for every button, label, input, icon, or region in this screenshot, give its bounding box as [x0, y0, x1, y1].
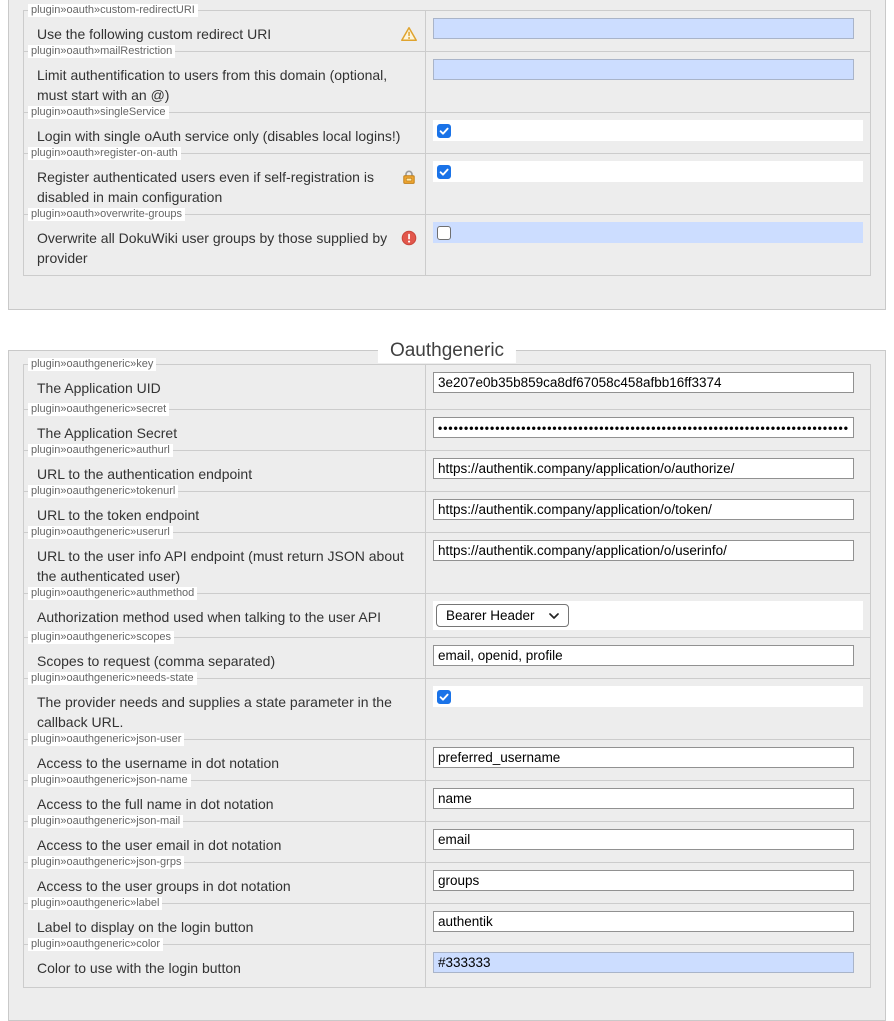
- needs-state-checkbox[interactable]: [437, 690, 451, 704]
- setting-row-color: [24, 938, 870, 987]
- setting-value-cell: [425, 781, 870, 821]
- checkbox-strip: [433, 686, 863, 707]
- login-color-input[interactable]: [433, 952, 854, 973]
- setting-value-cell: [425, 863, 870, 903]
- setting-value-cell: [425, 533, 870, 593]
- setting-label: Authorization method used when talking to the user API: [37, 609, 381, 625]
- chevron-down-icon: [549, 613, 559, 619]
- setting-label: Login with single oAuth service only (disables local logins!): [37, 128, 401, 144]
- setting-label: The Application UID: [37, 380, 161, 396]
- setting-label: URL to the token endpoint: [37, 507, 200, 523]
- setting-label: Color to use with the login button: [37, 960, 241, 976]
- setting-value-cell: [425, 365, 870, 409]
- app-secret-input[interactable]: [433, 417, 854, 438]
- setting-row-mail-restriction: [24, 45, 870, 112]
- setting-label-cell: [24, 154, 425, 214]
- setting-key-chip: plugin»oauthgeneric»authurl: [28, 444, 173, 457]
- app-uid-input[interactable]: [433, 372, 854, 393]
- warning-icon: [401, 26, 417, 42]
- setting-value-cell: [425, 740, 870, 780]
- setting-row-userurl: [24, 526, 870, 593]
- setting-key-chip: plugin»oauthgeneric»userurl: [28, 526, 173, 539]
- setting-label: Access to the user groups in dot notation: [37, 878, 291, 894]
- scopes-input[interactable]: [433, 645, 854, 666]
- settings-table-oauth: [23, 4, 871, 276]
- setting-key-chip: plugin»oauthgeneric»tokenurl: [28, 485, 178, 498]
- setting-label: Register authenticated users even if self-registration is disabled in main configuration: [37, 169, 374, 205]
- login-label-input[interactable]: [433, 911, 854, 932]
- userurl-input[interactable]: [433, 540, 854, 561]
- setting-key-chip: plugin»oauthgeneric»key: [28, 358, 156, 371]
- setting-key-chip: plugin»oauthgeneric»json-user: [28, 733, 184, 746]
- setting-label: Limit authentification to users from this domain (optional, must start with an @): [37, 67, 388, 103]
- overwrite-groups-checkbox[interactable]: [437, 226, 451, 240]
- setting-key-chip: plugin»oauthgeneric»authmethod: [28, 587, 197, 600]
- setting-value-cell: [425, 492, 870, 532]
- setting-label: Access to the user email in dot notation: [37, 837, 282, 853]
- setting-label: The Application Secret: [37, 425, 178, 441]
- setting-value-cell: [425, 113, 870, 153]
- json-mail-input[interactable]: [433, 829, 854, 850]
- single-service-checkbox[interactable]: [437, 124, 451, 138]
- setting-value-cell: [425, 822, 870, 862]
- setting-label: Overwrite all DokuWiki user groups by those supplied by provider: [37, 230, 388, 266]
- setting-value-cell: [425, 945, 870, 987]
- json-user-input[interactable]: [433, 747, 854, 768]
- setting-label-cell: [24, 52, 425, 112]
- setting-value-cell: [425, 594, 870, 637]
- setting-key-chip: plugin»oauthgeneric»secret: [28, 403, 169, 416]
- authurl-input[interactable]: [433, 458, 854, 479]
- setting-label-cell: [24, 945, 425, 987]
- checkbox-strip: [433, 222, 863, 243]
- panel-oauth: [8, 0, 886, 310]
- setting-label-cell: [24, 215, 425, 275]
- setting-key-chip: plugin»oauthgeneric»label: [28, 897, 162, 910]
- authmethod-selected-value: Bearer Header: [446, 608, 535, 623]
- setting-value-cell: [425, 410, 870, 450]
- setting-value-cell: [425, 638, 870, 678]
- setting-label: URL to the user info API endpoint (must return JSON about the authenticated user): [37, 548, 404, 584]
- custom-redirect-uri-input[interactable]: [433, 18, 854, 39]
- json-grps-input[interactable]: [433, 870, 854, 891]
- setting-row-needs-state: [24, 672, 870, 739]
- setting-value-cell: [425, 11, 870, 51]
- setting-key-chip: plugin»oauthgeneric»color: [28, 938, 163, 951]
- setting-label: Label to display on the login button: [37, 919, 254, 935]
- setting-row-register-on-auth: [24, 147, 870, 214]
- panel-legend: Oauthgeneric: [378, 338, 516, 363]
- setting-label-cell: [24, 679, 425, 739]
- setting-key-chip: plugin»oauthgeneric»json-grps: [28, 856, 184, 869]
- setting-value-cell: [425, 679, 870, 739]
- setting-key-chip: plugin»oauth»register-on-auth: [28, 147, 181, 160]
- setting-label: Scopes to request (comma separated): [37, 653, 276, 669]
- setting-key-chip: plugin»oauth»singleService: [28, 106, 169, 119]
- setting-key-chip: plugin»oauthgeneric»needs-state: [28, 672, 197, 685]
- authmethod-select[interactable]: [436, 604, 569, 627]
- register-on-auth-checkbox[interactable]: [437, 165, 451, 179]
- setting-key-chip: plugin»oauthgeneric»json-mail: [28, 815, 183, 828]
- setting-value-cell: [425, 154, 870, 214]
- setting-label: Use the following custom redirect URI: [37, 26, 272, 42]
- error-icon: [401, 230, 417, 246]
- checkbox-strip: [433, 120, 863, 141]
- setting-key-chip: plugin»oauth»overwrite-groups: [28, 208, 185, 221]
- setting-value-cell: [425, 52, 870, 112]
- setting-row-overwrite-groups: [24, 208, 870, 275]
- lock-icon: [401, 169, 417, 185]
- setting-key-chip: plugin»oauthgeneric»json-name: [28, 774, 191, 787]
- setting-value-cell: [425, 904, 870, 944]
- setting-key-chip: plugin»oauthgeneric»scopes: [28, 631, 174, 644]
- settings-table-oauthgeneric: [23, 358, 871, 988]
- setting-key-chip: plugin»oauth»custom-redirectURI: [28, 4, 198, 17]
- setting-key-chip: plugin»oauth»mailRestriction: [28, 45, 175, 58]
- tokenurl-input[interactable]: [433, 499, 854, 520]
- setting-value-cell: [425, 215, 870, 275]
- panel-oauthgeneric: [8, 340, 886, 1021]
- setting-label-cell: [24, 533, 425, 593]
- setting-label: The provider needs and supplies a state parameter in the callback URL.: [37, 694, 392, 730]
- checkbox-strip: [433, 161, 863, 182]
- setting-label: URL to the authentication endpoint: [37, 466, 253, 482]
- select-strip: [433, 601, 863, 630]
- mail-restriction-input[interactable]: [433, 59, 854, 80]
- setting-label: Access to the full name in dot notation: [37, 796, 274, 812]
- setting-value-cell: [425, 451, 870, 491]
- setting-label: Access to the username in dot notation: [37, 755, 280, 771]
- json-name-input[interactable]: [433, 788, 854, 809]
